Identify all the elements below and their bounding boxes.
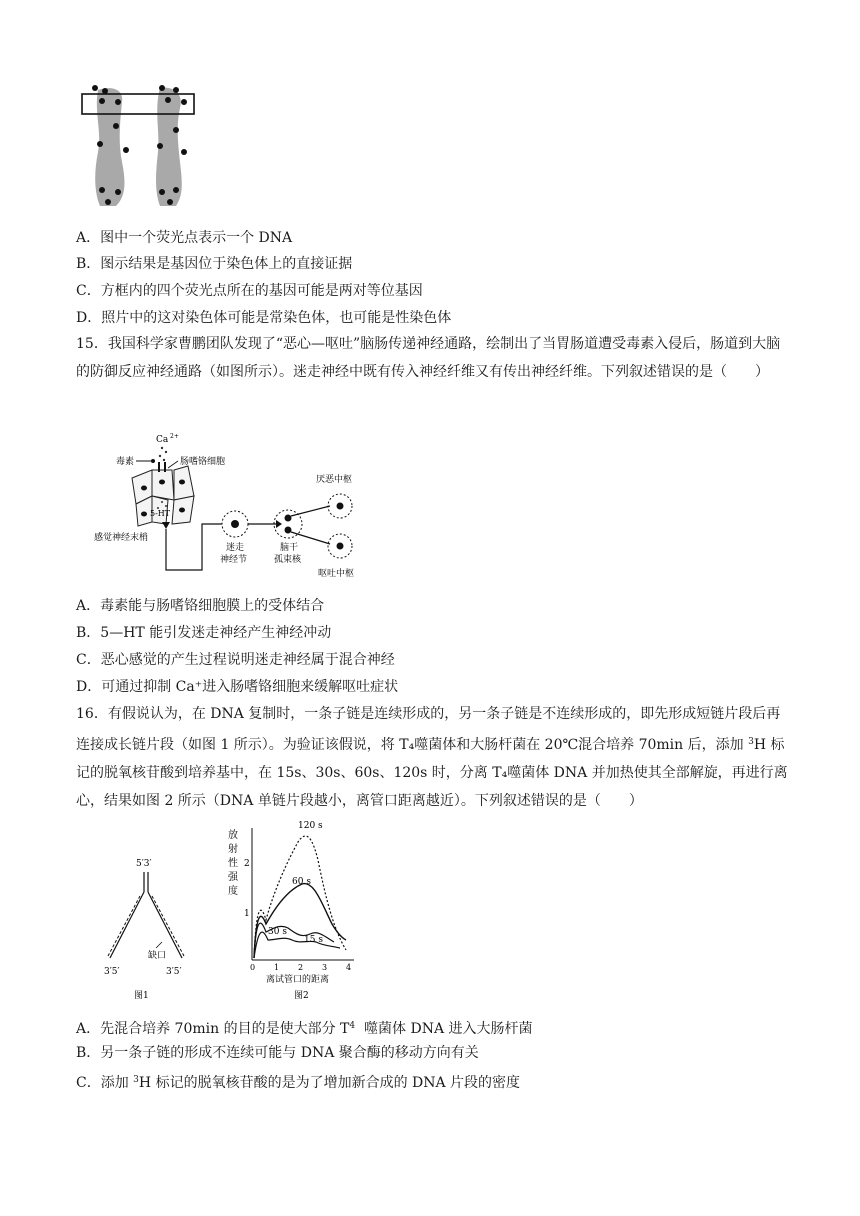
q16-figures bbox=[102, 820, 360, 1004]
vagal-ganglion bbox=[231, 520, 239, 528]
fig1-right-end-label: 3′5′ bbox=[166, 967, 182, 977]
q16-option-a bbox=[76, 1016, 533, 1039]
fig1-top-label: 5′3′ bbox=[136, 859, 152, 869]
q15-option-b: B．5—HT 能引发迷走神经产生神经冲动 bbox=[76, 625, 332, 641]
ca-label: Ca bbox=[156, 435, 169, 445]
series-label-30s: 30 s bbox=[268, 927, 287, 937]
vagal-ganglion-label-2: 神经节 bbox=[220, 555, 248, 565]
q16-option-c-text: C．添加 bbox=[76, 1075, 134, 1091]
fig2-ytick-1: 1 bbox=[244, 909, 250, 919]
q16-option-a-text-end: 噬菌体 DNA 进入大肠杆菌 bbox=[355, 1021, 533, 1037]
q16-option-b: B．另一条子链的形成不连续可能与 DNA 聚合酶的移动方向有关 bbox=[76, 1045, 479, 1061]
q15-option-a: A．毒素能与肠嗜铬细胞膜上的受体结合 bbox=[76, 598, 325, 614]
q15-option-c: C．恶心感觉的产生过程说明迷走神经属于混合神经 bbox=[76, 652, 395, 668]
q16-figures-svg bbox=[102, 820, 360, 1004]
brainstem-label-1: 脑干 bbox=[280, 543, 299, 553]
disgust-center-node bbox=[337, 503, 344, 510]
q16-stem-part2: H 标记的脱氧核苷酸到培养基中，在 15s、30s、60s、120s 时，分离 T₄噬菌体 DNA 并加热使其全部解旋，再进行离心，结果如图 2 所示（DNA 单链片段越小，离管口距离越近）。下列叙述错误的是（ ） bbox=[76, 737, 788, 809]
fig2-xtick-1: 1 bbox=[274, 963, 280, 972]
chromosome-photo bbox=[80, 82, 198, 210]
q16-option-c-sup: 3 bbox=[133, 1075, 139, 1085]
q15-stem: 15．我国科学家曹鹏团队发现了“恶心—呕吐”脑肠传递神经通路，绘制出了当胃肠道遭受毒素入侵后，肠道到大脑的防御反应神经通路（如图所示）。迷走神经中既有传入神经纤维又有传出神经纤维。下列叙述错误的是（ ） bbox=[76, 336, 781, 380]
series-label-120s: 120 s bbox=[298, 821, 323, 831]
q15-neural-pathway-figure bbox=[90, 430, 366, 580]
vomit-center-label: 呕吐中枢 bbox=[318, 569, 355, 579]
series-label-60s: 60 s bbox=[292, 877, 311, 887]
fig2-ylabel-4: 强 bbox=[228, 872, 238, 883]
fig1-caption: 图1 bbox=[134, 991, 149, 1001]
q14-option-c: C．方框内的四个荧光点所在的基因可能是两对等位基因 bbox=[76, 283, 423, 299]
fig2-xlabel: 离试管口的距离 bbox=[266, 975, 330, 985]
ec-cell-label: 肠嗜铬细胞 bbox=[180, 457, 226, 467]
fig2-ylabel-1: 放 bbox=[228, 830, 238, 841]
q16-option-a-sup: 4 bbox=[349, 1021, 356, 1031]
q14-option-a: A．图中一个荧光点表示一个 DNA bbox=[76, 230, 293, 246]
chromosome-fluorescence-figure bbox=[80, 82, 198, 210]
sensory-ending-label: 感觉神经末梢 bbox=[94, 533, 149, 543]
series-label-15s: 15 s bbox=[304, 935, 323, 945]
brainstem-label-2: 孤束核 bbox=[274, 555, 302, 565]
vomit-center-node bbox=[337, 543, 344, 550]
q15-option-d: D．可通过抑制 Ca⁺进入肠嗜铬细胞来缓解呕吐症状 bbox=[76, 679, 399, 695]
q16-option-c bbox=[76, 1070, 520, 1093]
ca-charge-label: 2+ bbox=[170, 433, 179, 440]
fig2-xtick-4: 4 bbox=[346, 963, 352, 972]
fig1-left-end-label: 3′5′ bbox=[104, 967, 120, 977]
fig1-nick-label: 缺口 bbox=[148, 951, 167, 961]
q14-option-d: D．照片中的这对染色体可能是常染色体，也可能是性染色体 bbox=[76, 310, 452, 326]
fig2-xtick-3: 3 bbox=[322, 963, 328, 972]
q14-option-b: B．图示结果是基因位于染色体上的直接证据 bbox=[76, 256, 353, 272]
fig2-xtick-2: 2 bbox=[298, 963, 304, 972]
fig2-caption: 图2 bbox=[294, 991, 309, 1001]
fig2-ylabel-5: 度 bbox=[228, 886, 238, 897]
q16-option-c-text-end: H 标记的脱氧核苷酸的是为了增加新合成的 DNA 片段的密度 bbox=[138, 1075, 521, 1091]
q16-stem-part1: 16．有假说认为，在 DNA 复制时，一条子链是连续形成的，另一条子链是不连续形成的，即先形成短链片段后再连接成长链片段（如图 1 所示）。为验证该假说，将 T₄噬菌体和大肠杆菌在 20℃混合培养 70min 后，添加 bbox=[76, 706, 781, 753]
q16-stem-sup: 3 bbox=[748, 737, 754, 747]
vagal-ganglion-label-1: 迷走 bbox=[226, 543, 245, 553]
fig2-ylabel-2: 射 bbox=[228, 844, 238, 855]
fig2-ylabel-3: 性 bbox=[228, 858, 238, 869]
fig2-xtick-0: 0 bbox=[250, 963, 256, 972]
toxin-label: 毒素 bbox=[116, 457, 135, 467]
neural-pathway-diagram bbox=[90, 430, 366, 580]
disgust-center-label: 厌恶中枢 bbox=[316, 475, 353, 485]
q16-option-a-text: A．先混合培养 70min 的目的是使大部分 T bbox=[76, 1021, 350, 1037]
serotonin-label: 5-HT bbox=[150, 509, 171, 518]
q16-stem bbox=[76, 700, 788, 815]
fig2-ytick-2: 2 bbox=[244, 859, 250, 869]
